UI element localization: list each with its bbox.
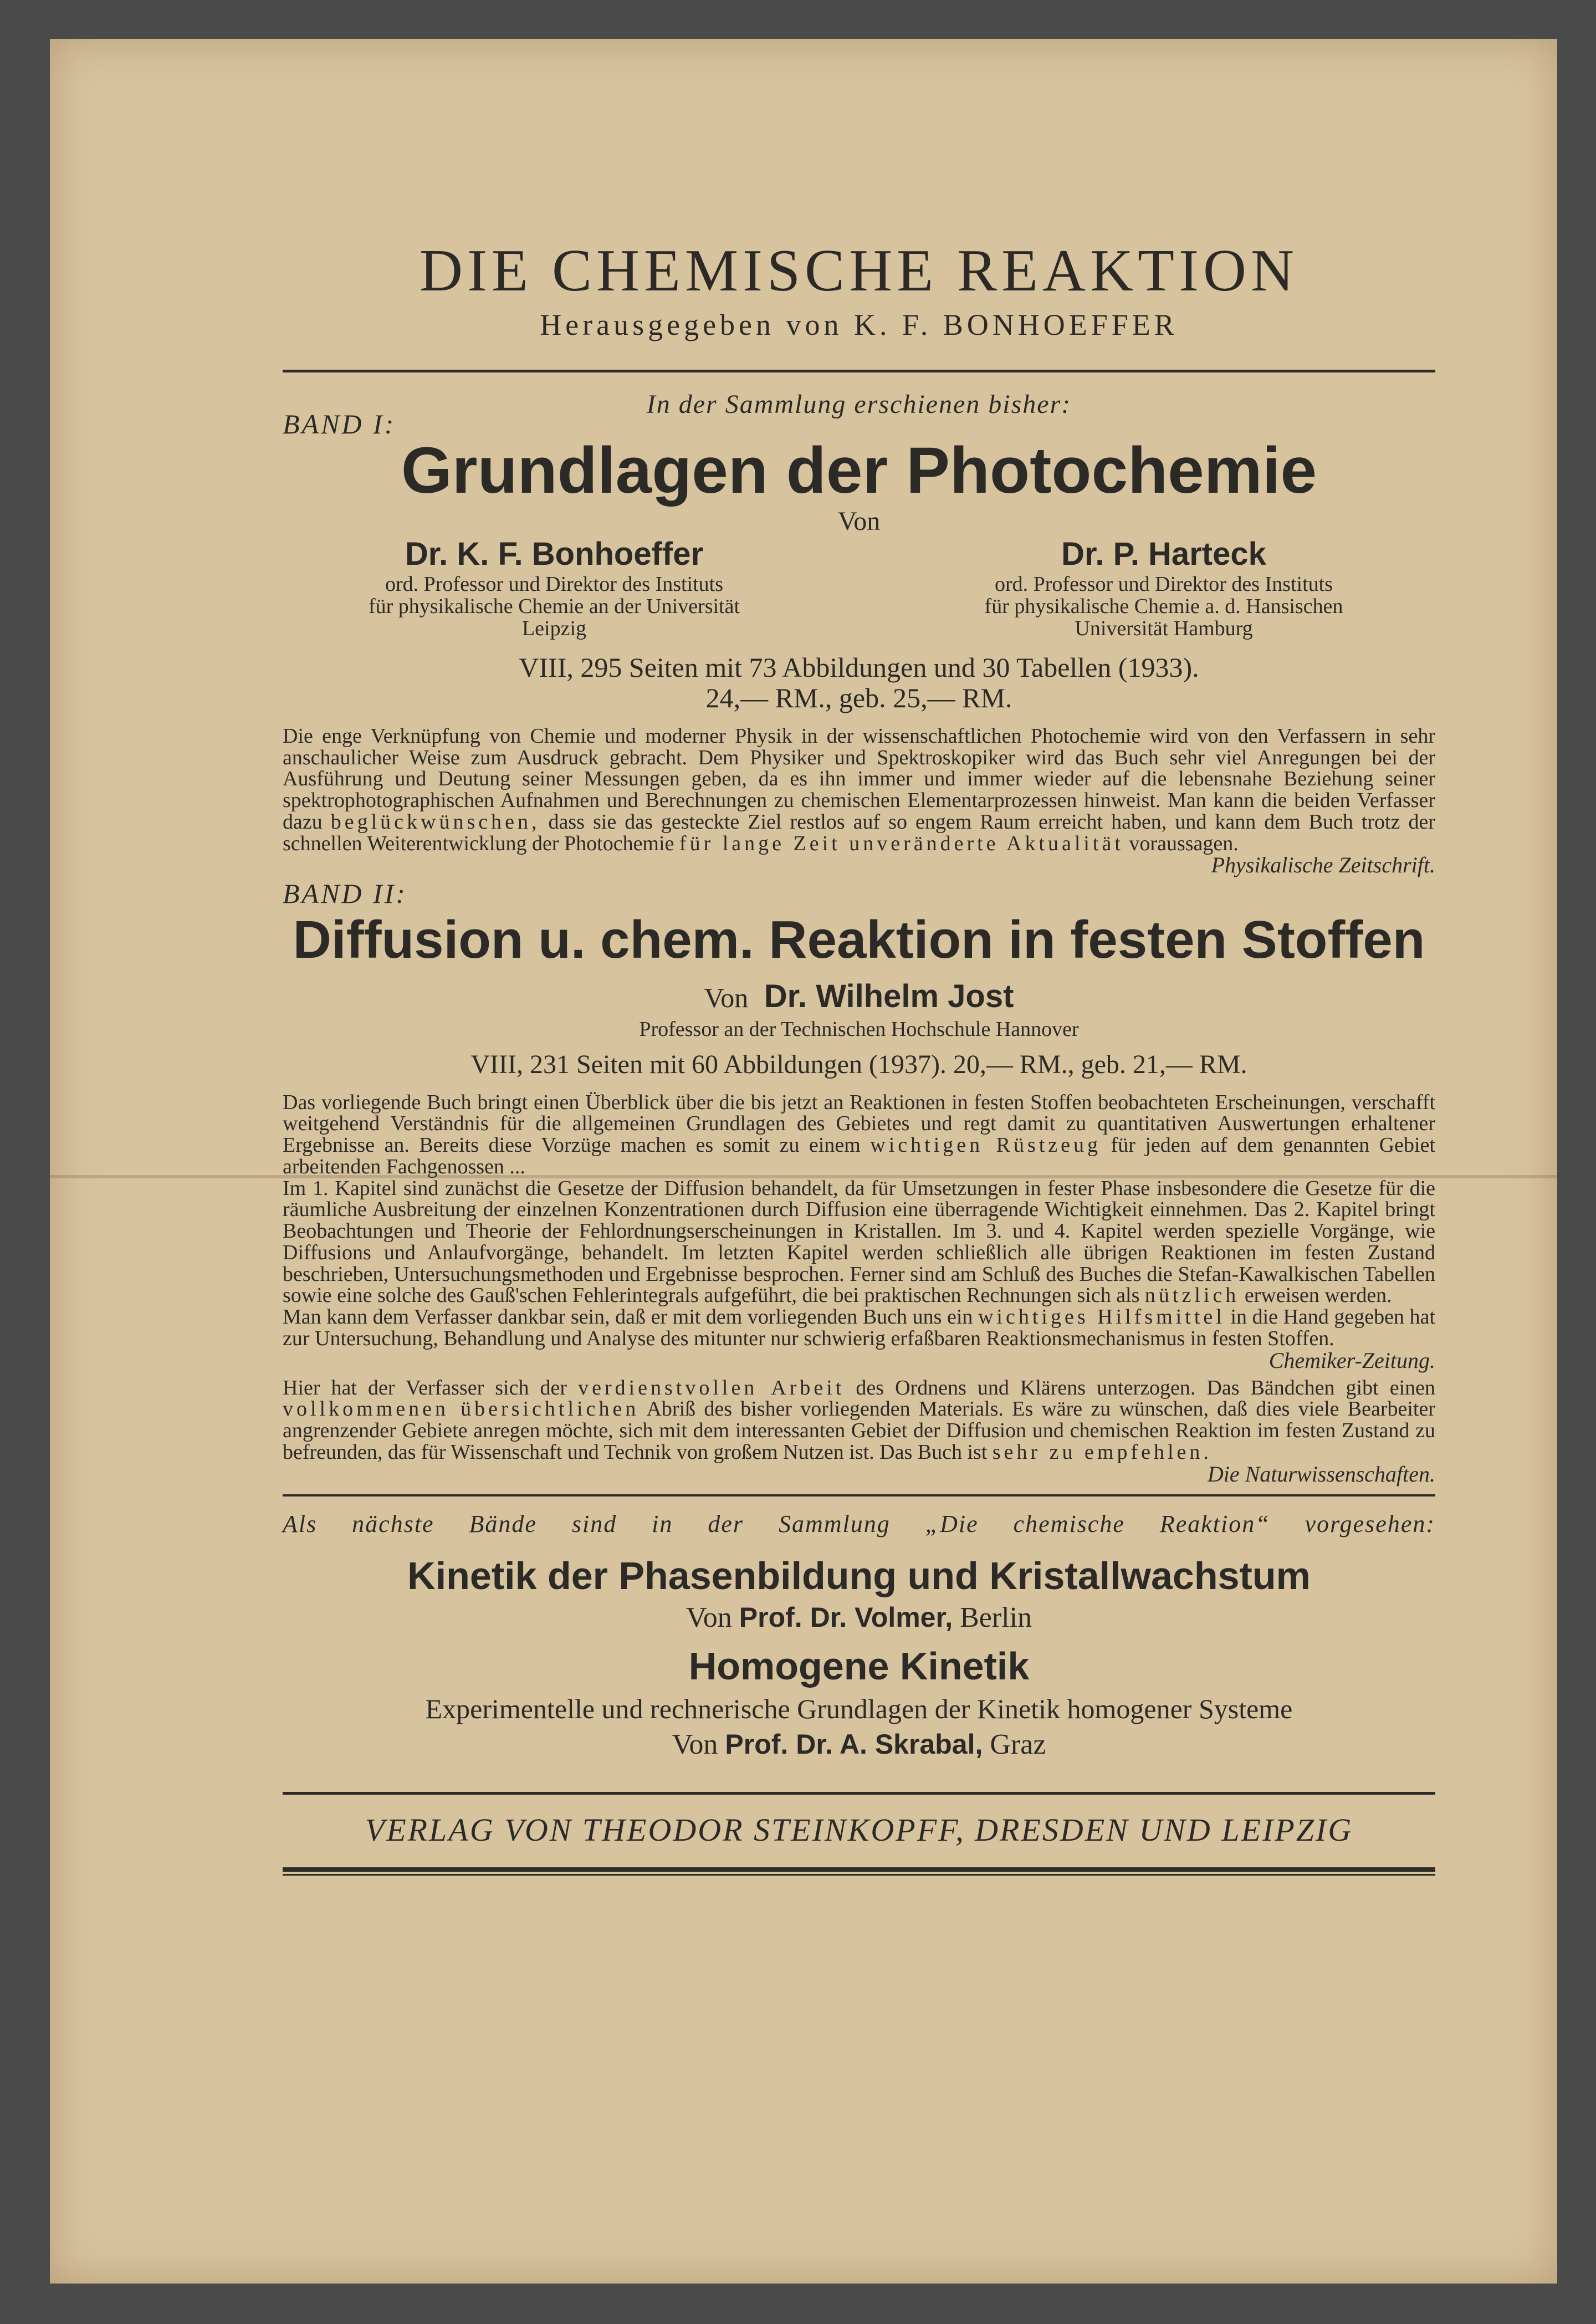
next-book-2-place: Graz (990, 1728, 1046, 1760)
next-book-1-place: Berlin (960, 1601, 1032, 1633)
next-book-1-title: Kinetik der Phasenbildung und Kristallwachstum (407, 1554, 1311, 1597)
review-text: in die Hand gegeben hat zur Untersuchung, Behandlung und Analyse des mitunter nur schwierig erfaßbaren Reaktionsmechanismus in festen Stoffen. (283, 1305, 1436, 1350)
footer-rule-bottom (283, 1867, 1435, 1876)
author-affiliation-line: ord. Professor und Direktor des Instituts (994, 573, 1333, 596)
band-1-title: Grundlagen der Photochemie (401, 433, 1317, 507)
next-book-2-von: Von (672, 1728, 718, 1760)
author-bonhoeffer (283, 535, 826, 640)
review-emphasis: wichtiges Hilfsmittel (978, 1305, 1225, 1329)
author-affiliation-line: für physikalische Chemie an der Universität (368, 594, 740, 618)
band-2-review-3 (283, 1306, 1435, 1350)
band-2-von: Von (704, 982, 749, 1013)
review-emphasis: beglückwünschen, (330, 810, 540, 834)
author-name: Dr. K. F. Bonhoeffer (405, 536, 704, 573)
band-2-review-4 (283, 1377, 1435, 1463)
author-affiliation-line: Universität Hamburg (1075, 616, 1253, 640)
review-text: Die enge Verknüpfung von Chemie und moderner Physik in der wissenschaftlichen Photochemie wird von den Verfassern in sehr anschaulicher Weise zum Ausdruck gebracht. Dem Physiker und Spektroskopiker wird das Buch sehr viel Anregungen bei der Ausführung und Deutung seiner Messungen geben, da es ihn immer und immer wieder auf die lebensnahe Beziehung seiner spektrophotographischen Aufnahmen und Berechnungen zu chemischen Elementarprozessen hinweist. Man kann die beiden Verfasser dazu (283, 724, 1435, 834)
next-book-2-subtitle: Experimentelle und rechnerische Grundlagen der Kinetik homogener Systeme (425, 1693, 1293, 1724)
next-volumes-intro: Als nächste Bände sind in der Sammlung „Die chemische Reaktion“ vorgesehen: (283, 1510, 1435, 1538)
review-emphasis: sehr zu empfehlen. (992, 1440, 1212, 1464)
author-affiliation-line: ord. Professor und Direktor des Instituts (385, 573, 724, 596)
publisher-line: VERLAG VON THEODOR STEINKOPFF, DRESDEN UND LEIPZIG (365, 1811, 1353, 1848)
review-text: Man kann dem Verfasser dankbar sein, daß er mit dem vorliegenden Buch uns ein (283, 1305, 973, 1329)
next-book-2-author: Prof. Dr. A. Skrabal, (725, 1728, 983, 1760)
review-text: Hier hat der Verfasser sich der (283, 1376, 567, 1399)
review-text: Das vorliegende Buch bringt einen Überblick über die bis jetzt an Reaktionen in festen Stoffen beobachteten Erscheinungen, verschafft weitgehend Verständnis für die allgemeinen Grundlagen des Gebietes und regt damit zu quantitativen Auswertungen erhaltener Ergebnisse an. Bereits diese Vorzüge machen es somit zu einem (283, 1090, 1435, 1157)
band-1-von: Von (837, 507, 881, 537)
intro-line (283, 389, 1435, 440)
next-book-1-author: Prof. Dr. Volmer, (739, 1601, 953, 1633)
next-book-1-author-line (283, 1601, 1435, 1634)
header-rule (283, 370, 1435, 372)
review-emphasis: vollkommenen übersichtlichen (283, 1397, 640, 1421)
band-2-review-2 (283, 1178, 1435, 1307)
review-emphasis: nützlich (1144, 1284, 1240, 1307)
review-text: Abriß des bisher vorliegenden Materials. Es wäre zu wünschen, daß dies viele Bearbeiter angrenzender Gebiete anregen möchte, sich mit dem interessanten Gebiet der Diffusion und chemischen Reaktion im festen Zustand zu befreunden, das für Wissenschaft und Technik von großem Nutzen ist. Das Buch ist (283, 1397, 1435, 1464)
document-content (283, 205, 1435, 1876)
paper-sheet (50, 39, 1557, 2284)
band-1-review (283, 726, 1435, 855)
next-book-2-title: Homogene Kinetik (688, 1644, 1030, 1688)
review-emphasis: wichtigen Rüstzeug (870, 1133, 1102, 1157)
next-book-1-von: Von (686, 1601, 732, 1633)
series-editor: Herausgegeben von K. F. BONHOEFFER (540, 308, 1178, 341)
band-2-review-1 (283, 1092, 1435, 1178)
band-1-publication-info (283, 652, 1435, 713)
review-text: für jeden auf dem genannten Gebiet arbeitenden Fachgenossen ... (283, 1133, 1435, 1178)
review-text: voraussagen. (1129, 831, 1239, 855)
band-2-author-line (283, 978, 1435, 1015)
band-2-author: Dr. Wilhelm Jost (764, 978, 1014, 1014)
band-2-publication-info: VIII, 231 Seiten mit 60 Abbildungen (1937). 20,— RM., geb. 21,— RM. (470, 1049, 1247, 1079)
band-1-authors (283, 535, 1435, 640)
author-name: Dr. P. Harteck (1061, 536, 1266, 573)
author-harteck (892, 535, 1435, 640)
review-emphasis: verdienstvollen Arbeit (578, 1376, 845, 1399)
section-rule (283, 1494, 1435, 1496)
band-1-label: BAND I: (283, 408, 396, 440)
review-text: Im 1. Kapitel sind zunächst die Gesetze der Diffusion behandelt, da für Umsetzungen in fester Phase insbesondere die Gesetze für die räumliche Ausbreitung der einzelnen Konzentrationen durch Diffusion eine überragende Wichtigkeit einnehmen. Das 2. Kapitel bringt Beobachtungen und Theorie der Fehlordnungserscheinungen in Kristallen. Im 3. und 4. Kapitel werden spezielle Vorgänge, wie Diffusions und Anlaufvorgänge, behandelt. Im letzten Kapitel werden schließlich alle übrigen Reaktionen im festen Zustand beschrieben, Untersuchungsmethoden und Ergebnisse besprochen. Ferner sind am Schluß des Buches die Stefan-Kawalkischen Tabellen sowie eine solche des Gauß'schen Fehlerintegrals aufgeführt, die bei praktischen Rechnungen sich als (283, 1176, 1435, 1307)
series-title: DIE CHEMISCHE REAKTION (420, 238, 1298, 304)
band-2-review-source-2: Die Naturwissenschaften. (1207, 1461, 1435, 1487)
footer-rule-top (283, 1792, 1435, 1795)
band-2-label: BAND II: (283, 878, 407, 910)
review-text: des Ordnens und Klärens unterzogen. Das Bändchen gibt einen (856, 1376, 1435, 1399)
next-book-2-author-line (283, 1728, 1435, 1761)
review-emphasis: für lange Zeit unveränderte Aktualität (679, 831, 1124, 855)
band-2-title: Diffusion u. chem. Reaktion in festen Stoffen (293, 910, 1425, 970)
band-1-review-source: Physikalische Zeitschrift. (1211, 852, 1435, 878)
author-affiliation-line: für physikalische Chemie a. d. Hansischen (984, 594, 1343, 618)
band-1-pages: VIII, 295 Seiten mit 73 Abbildungen und 30 Tabellen (1933). (519, 651, 1199, 683)
band-2-affiliation: Professor an der Technischen Hochschule Hannover (639, 1017, 1079, 1041)
review-text: dass sie das gesteckte Ziel restlos auf so engem Raum erreicht haben, und kann dem Buch trotz der schnellen Weiterentwicklung der Photochemie (283, 810, 1436, 855)
author-affiliation-line: Leipzig (521, 616, 587, 640)
review-text: erweisen werden. (1244, 1284, 1392, 1307)
band-2-review-source-1: Chemiker-Zeitung. (1268, 1347, 1435, 1373)
band-1-price: 24,— RM., geb. 25,— RM. (705, 682, 1012, 713)
intro-text: In der Sammlung erschienen bisher: (646, 389, 1072, 419)
